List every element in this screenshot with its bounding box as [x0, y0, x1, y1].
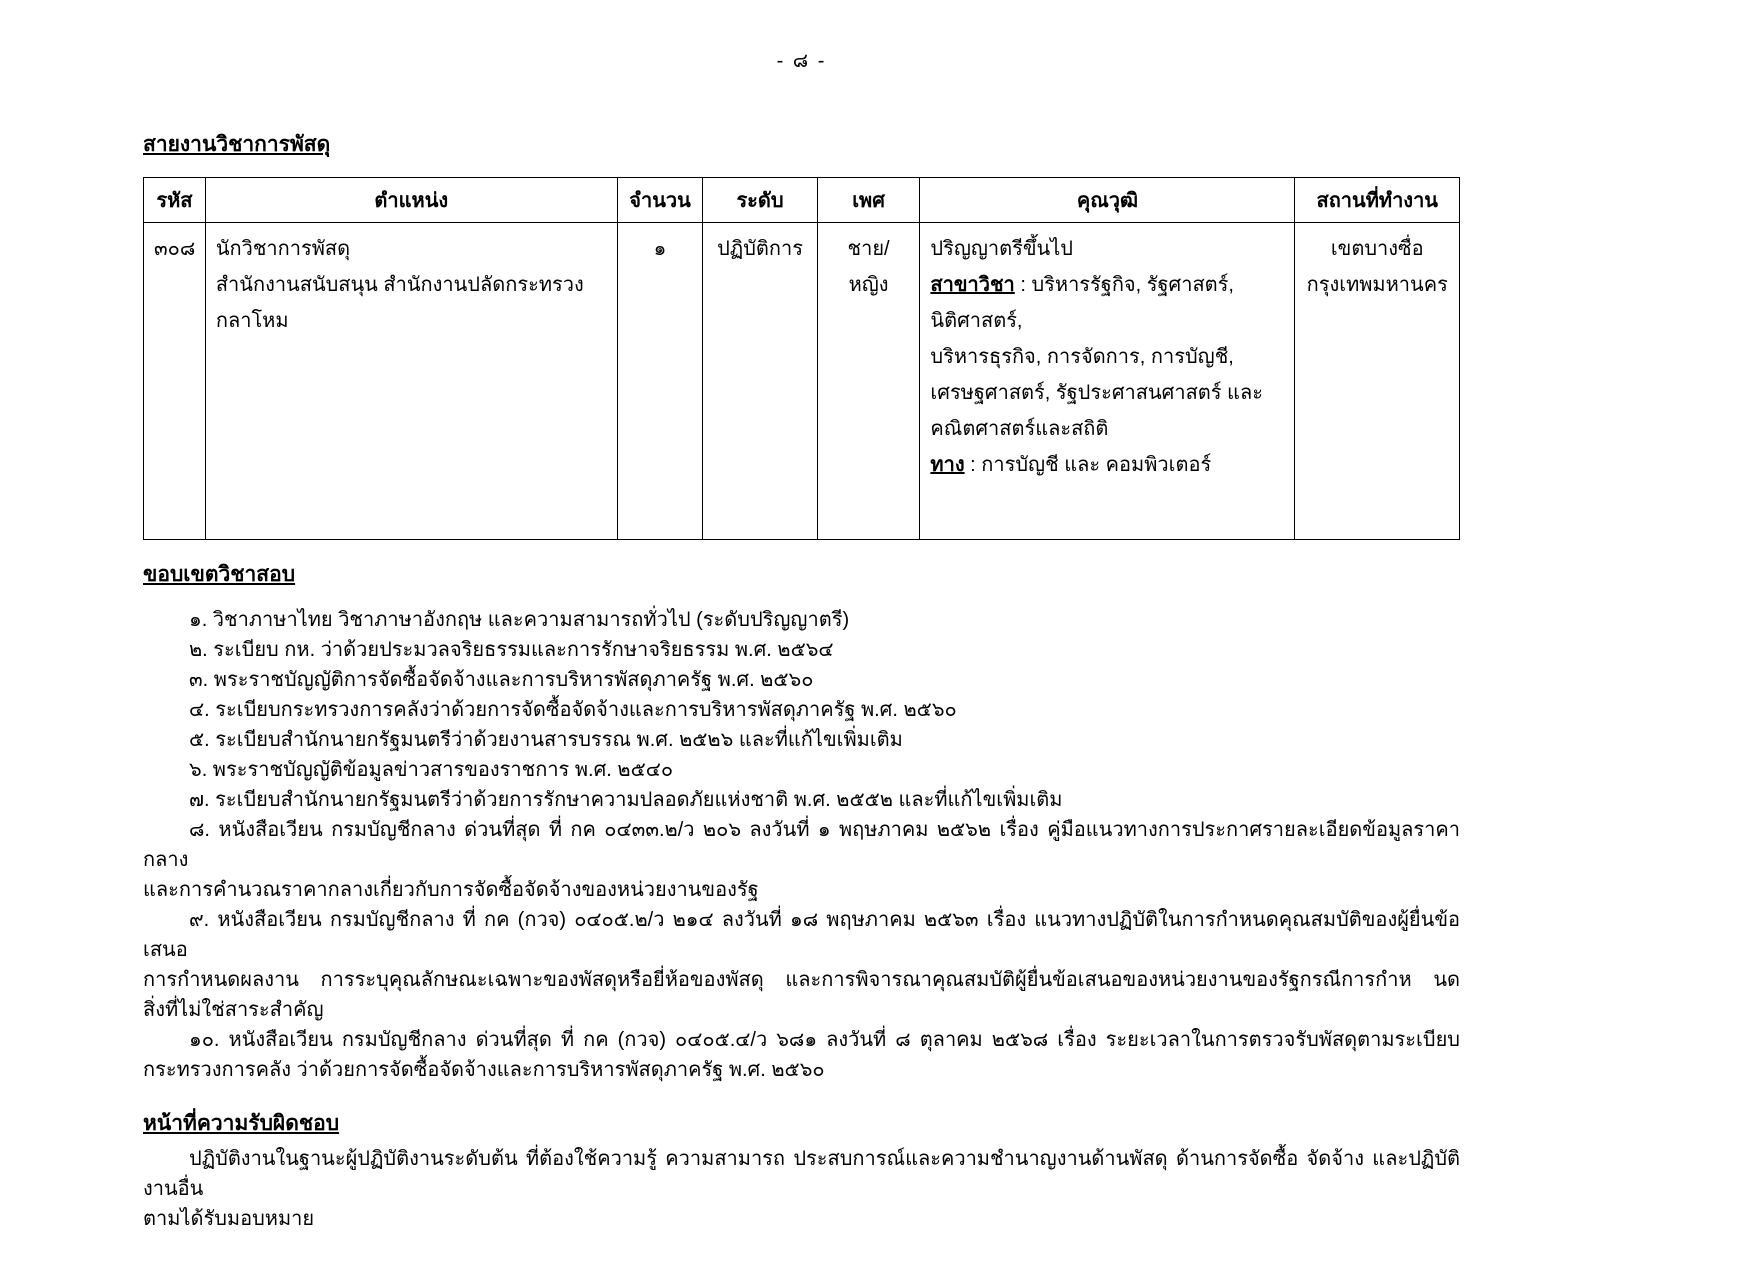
qualification-major-line: เศรษฐศาสตร์, รัฐประศาสนศาสตร์ และ [930, 382, 1263, 404]
page-number: - ๘ - [776, 50, 827, 72]
position-line: สำนักงานสนับสนุน สำนักงานปลัดกระทรวง [215, 274, 584, 296]
exam-item-8-line-1: ๘. หนังสือเวียน กรมบัญชีกลาง ด่วนที่สุด ที่ กค ๐๔๓๓.๒/ว ๒๐๖ ลงวันที่ ๑ พฤษภาคม ๒๕๖๒ เรื่อง คู่มือแนวทางการประกาศรายละเอียดข้อมูลราคากลาง [143, 819, 1460, 871]
exam-item-6: ๖. พระราชบัญญัติข้อมูลข่าวสารของราชการ พ.ศ. ๒๕๔๐ [189, 759, 674, 781]
exam-item-3: ๓. พระราชบัญญัติการจัดซื้อจัดจ้างและการบริหารพัสดุภาครัฐ พ.ศ. ๒๕๖๐ [189, 669, 814, 691]
exam-item-4: ๔. ระเบียบกระทรวงการคลังว่าด้วยการจัดซื้อจัดจ้างและการบริหารพัสดุภาครัฐ พ.ศ. ๒๕๖๐ [189, 699, 957, 721]
exam-item-9-line-2: การกำหนดผลงาน การระบุคุณลักษณะเฉพาะของพัสดุหรือยี่ห้อของพัสดุ และการพิจารณาคุณสมบัติผู้ยื่นข้อเสนอของหน่วยงานของรัฐกรณีการกำห นด [143, 969, 1460, 991]
column-header-work-location: สถานที่ทำงาน [1295, 178, 1460, 223]
qualification-degree: ปริญญาตรีขึ้นไป [930, 238, 1073, 260]
duties-paragraph [143, 1144, 1460, 1234]
exam-item-2: ๒. ระเบียบ กห. ว่าด้วยประมวลจริยธรรมและการรักษาจริยธรรม พ.ศ. ๒๕๖๔ [189, 639, 834, 661]
major-text: : บริหารรัฐกิจ, รัฐศาสตร์, นิติศาสตร์, [930, 274, 1234, 332]
column-header-position: ตำแหน่ง [205, 178, 617, 223]
exam-scope-heading: ขอบเขตวิชาสอบ [143, 563, 296, 586]
exam-item-10-line-2: กระทรวงการคลัง ว่าด้วยการจัดซื้อจัดจ้างและการบริหารพัสดุภาครัฐ พ.ศ. ๒๕๖๐ [143, 1059, 825, 1081]
cell-work-location [1295, 223, 1460, 540]
exam-scope-list [143, 605, 1460, 1085]
cell-position [205, 223, 617, 540]
exam-item-9-line-3: สิ่งที่ไม่ใช่สาระสำคัญ [143, 999, 324, 1021]
column-header-quantity: จำนวน [617, 178, 703, 223]
column-header-qualification: คุณวุฒิ [920, 178, 1295, 223]
cell-code: ๓๐๘ [144, 223, 206, 540]
exam-item-8-line-2: และการคำนวณราคากลางเกี่ยวกับการจัดซื้อจัดจ้างของหน่วยงานของรัฐ [143, 879, 759, 901]
table-header-row [144, 178, 1460, 223]
location-line: กรุงเทพมหานคร [1306, 274, 1448, 296]
qualification-major-line: บริหารธุรกิจ, การจัดการ, การบัญชี, [930, 346, 1234, 368]
positions-table [143, 177, 1460, 540]
qualification-major-line: คณิตศาสตร์และสถิติ [930, 418, 1109, 440]
column-header-level: ระดับ [703, 178, 817, 223]
exam-item-7: ๗. ระเบียบสำนักนายกรัฐมนตรีว่าด้วยการรักษาความปลอดภัยแห่งชาติ พ.ศ. ๒๕๕๒ และที่แก้ไขเพิ่มเติม [189, 789, 1063, 811]
duties-heading: หน้าที่ความรับผิดชอบ [143, 1112, 340, 1135]
duties-line-2: ตามได้รับมอบหมาย [143, 1208, 315, 1230]
qualification-field-line [930, 447, 1284, 483]
exam-item-1: ๑. วิชาภาษาไทย วิชาภาษาอังกฤษ และความสามารถทั่วไป (ระดับปริญญาตรี) [189, 609, 850, 631]
duties-line-1: ปฏิบัติงานในฐานะผู้ปฏิบัติงานระดับต้น ที่ต้องใช้ความรู้ ความสามารถ ประสบการณ์และความชำนาญงานด้านพัสดุ ด้านการจัดซื้อ จัดจ้าง และปฏิบัติงานอื่น [143, 1148, 1460, 1200]
field-label: ทาง [930, 454, 965, 476]
position-line: นักวิชาการพัสดุ [215, 238, 351, 260]
column-header-gender: เพศ [817, 178, 920, 223]
exam-item-5: ๕. ระเบียบสำนักนายกรัฐมนตรีว่าด้วยงานสารบรรณ พ.ศ. ๒๕๒๖ และที่แก้ไขเพิ่มเติม [189, 729, 903, 751]
cell-gender: ชาย/หญิง [817, 223, 920, 540]
qualification-major-line [930, 267, 1284, 339]
cell-quantity: ๑ [617, 223, 703, 540]
exam-item-9-line-1: ๙. หนังสือเวียน กรมบัญชีกลาง ที่ กค (กวจ) ๐๔๐๕.๒/ว ๒๑๔ ลงวันที่ ๑๘ พฤษภาคม ๒๕๖๓ เรื่อง แนวทางปฏิบัติในการกำหนดคุณสมบัติของผู้ยื่นข้อเสนอ [143, 909, 1460, 961]
exam-item-10-line-1: ๑๐. หนังสือเวียน กรมบัญชีกลาง ด่วนที่สุด ที่ กค (กวจ) ๐๔๐๕.๔/ว ๖๘๑ ลงวันที่ ๘ ตุลาคม ๒๕๖๘ เรื่อง ระยะเวลาในการตรวจรับพัสดุตามระเบียบ [189, 1029, 1460, 1051]
column-header-code: รหัส [144, 178, 206, 223]
table-row [144, 223, 1460, 540]
job-section-heading: สายงานวิชาการพัสดุ [143, 133, 331, 156]
major-label: สาขาวิชา [930, 274, 1015, 296]
location-line: เขตบางซื่อ [1330, 238, 1424, 260]
cell-level: ปฏิบัติการ [703, 223, 817, 540]
field-text: : การบัญชี และ คอมพิวเตอร์ [964, 454, 1212, 476]
position-line: กลาโหม [215, 310, 289, 332]
cell-qualification [920, 223, 1295, 540]
